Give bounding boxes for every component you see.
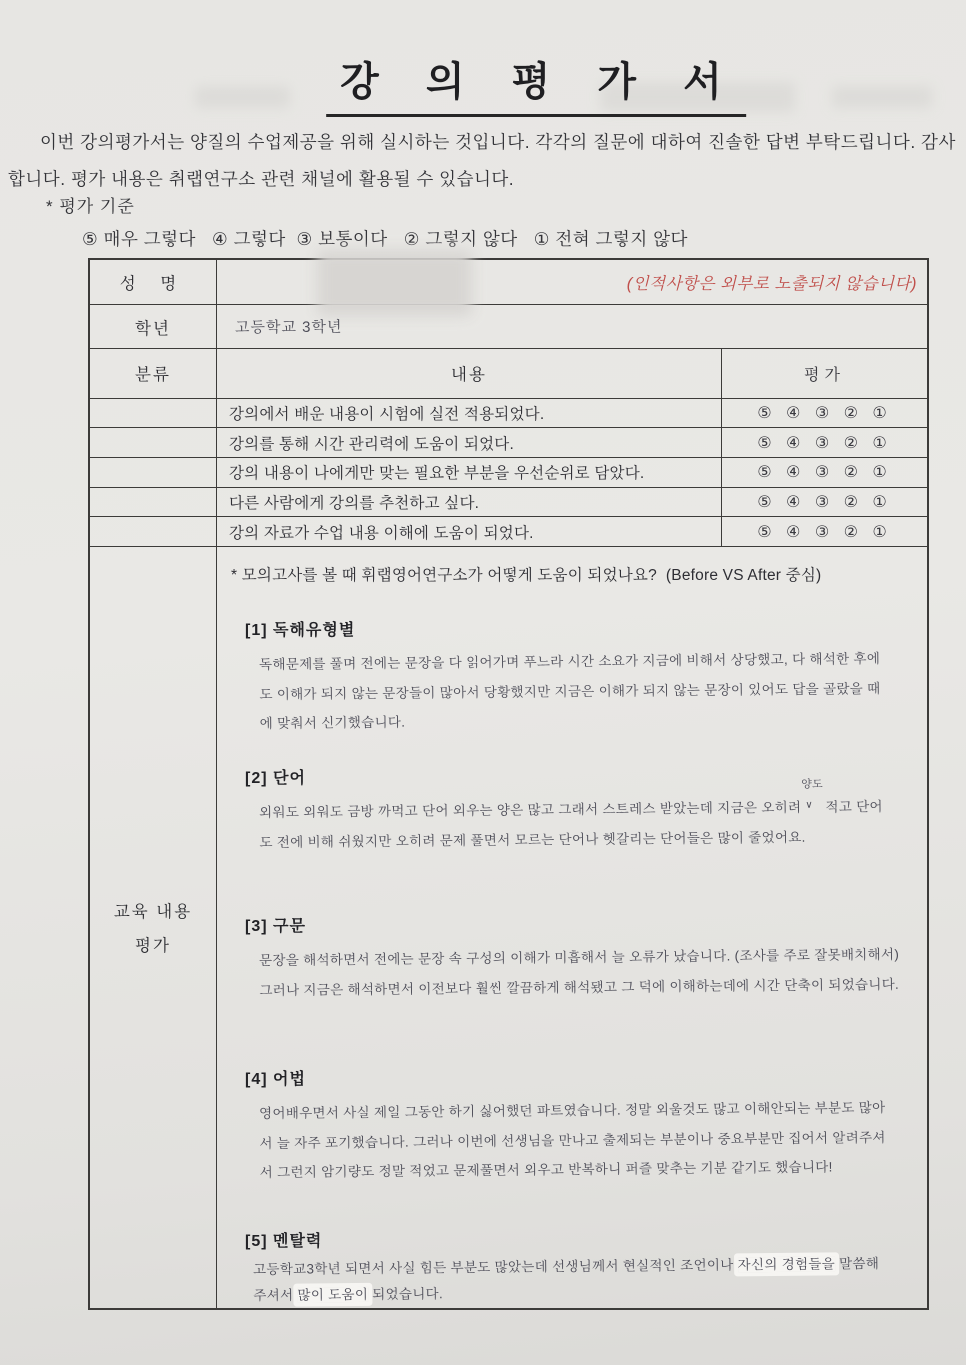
- privacy-note: (인적사항은 외부로 노출되지 않습니다): [626, 274, 917, 293]
- column-header-category: 분류: [90, 349, 217, 398]
- handwritten-answer-2: [259, 778, 894, 857]
- answer-2-text: 적고 단어도 전에 비해 쉬웠지만 오히려 문제 풀면서 모르는 단어나 헷갈리는 단어들은 많이 줄었어요.: [259, 798, 883, 850]
- criteria-label: * 평가 기준: [46, 197, 135, 216]
- answer-heading-2: [2] 단어: [245, 769, 306, 787]
- rating-scale-legend: ⑤ 매우 그렇다 ④ 그렇다 ③ 보통이다 ② 그렇지 않다 ① 전혀 그렇지 않다: [82, 229, 688, 249]
- answer-heading-3: [3] 구문: [245, 918, 306, 936]
- category-spacer-cell: [90, 458, 217, 487]
- section-label-cell: [90, 547, 217, 1308]
- handwritten-answer-4: 영어배우면서 사실 제일 그동안 하기 싫어했던 파트였습니다. 정말 외울것도 많고 이해안되는 부분도 많아서 늘 자주 포기했습니다. 그러나 이번에 선생님을 만나고 출제되는 부분이나 중요부분만 집어서 알려주셔서 그런지 암기량도 정말 적었고 문제풀면서 외우고 반복하니 퍼즐 맞추는 기분 같기도 했습니다!: [259, 1099, 886, 1180]
- grade-label: 학년: [90, 305, 217, 348]
- scan-artifact: [832, 86, 932, 108]
- answer-5-text: 되었습니다.: [368, 1285, 444, 1302]
- statement-text: 강의 자료가 수업 내용 이해에 도움이 되었다.: [229, 524, 534, 542]
- education-content-section: [90, 546, 927, 1308]
- grade-value-cell: [217, 305, 927, 348]
- grade-value-handwritten: 고등학교 3학년: [234, 318, 343, 337]
- answers-cell: [217, 547, 927, 1308]
- category-spacer-cell: [90, 517, 217, 546]
- table-header-row: [90, 348, 927, 398]
- section-label-line2: 평가: [135, 937, 171, 956]
- statement-text: 강의를 통해 시간 관리력에 도움이 되었다.: [229, 435, 514, 453]
- evaluation-table: [88, 258, 929, 1310]
- evaluation-row: [90, 427, 927, 457]
- answer-2-text: 외워도 외워도 금방 까먹고 단어 외우는 양은 많고 그래서 스트레스 받았는데 지금은 오히려: [259, 799, 806, 820]
- handwritten-answer-5: [253, 1251, 888, 1308]
- evaluation-row: [90, 516, 927, 546]
- evaluation-row: [90, 487, 927, 517]
- rating-scale: ⑤ ④ ③ ② ①: [721, 488, 927, 517]
- evaluation-row: [90, 457, 927, 487]
- category-spacer-cell: [90, 488, 217, 517]
- statement-text: 강의 내용이 나에게만 맞는 필요한 부분을 우선순위로 담았다.: [229, 465, 645, 483]
- name-label: 성 명: [90, 260, 217, 304]
- section-label-line1: 교육 내용: [113, 903, 193, 922]
- rating-scale: ⑤ ④ ③ ② ①: [721, 458, 927, 487]
- answer-heading-1: [1] 독해유형별: [245, 621, 356, 639]
- correction-tape-highlight: 많이 도움이: [297, 1286, 369, 1302]
- page-title: 강 의 평 가 서: [326, 50, 746, 117]
- handwritten-answer-3: 문장을 해석하면서 전에는 문장 속 구성의 이해가 미흡해서 늘 오류가 났습니다. (조사를 주로 잘못배치해서) 그러나 지금은 해석하면서 이전보다 훨씬 깔끔하게 해석됐고 그 덕에 이해하는데에 시간 단축이 되었습니다.: [259, 947, 900, 998]
- intro-paragraph: 이번 강의평가서는 양질의 수업제공을 위해 실시하는 것입니다. 각각의 질문에 대하여 진솔한 답변 부탁드립니다. 감사합니다. 평가 내용은 취랩연구소 관련 채널에 활용될 수 있습니다.: [8, 132, 956, 190]
- grade-row: [90, 304, 927, 348]
- rating-scale: ⑤ ④ ③ ② ①: [721, 517, 927, 546]
- rating-scale: ⑤ ④ ③ ② ①: [721, 399, 927, 428]
- column-header-rating: 평가: [721, 349, 927, 398]
- answer-5-text: 말씀해주셔서: [253, 1255, 880, 1303]
- category-spacer-cell: [90, 428, 217, 457]
- insertion-caret: [801, 778, 824, 812]
- statement-text: 강의에서 배운 내용이 시험에 실전 적용되었다.: [229, 406, 545, 423]
- correction-tape-highlight: 자신의 경험들을: [737, 1256, 836, 1273]
- answer-5-text: 고등학교3학년 되면서 사실 힘든 부분도 많았는데 선생님께서 현실적인 조언이나: [253, 1257, 738, 1277]
- open-question: * 모의고사를 볼 때 휘랩영어연구소가 어떻게 도움이 되었나요? (Before VS After 중심): [231, 566, 822, 584]
- statement-text: 다른 사람에게 강의를 추천하고 싶다.: [229, 494, 480, 512]
- rating-scale: ⑤ ④ ③ ② ①: [721, 428, 927, 457]
- column-header-content: 내용: [451, 366, 487, 385]
- name-row: [90, 260, 927, 304]
- evaluation-row: [90, 398, 927, 428]
- handwritten-answer-1: 독해문제를 풀며 전에는 문장을 다 읽어가며 푸느라 시간 소요가 지금에 비해서 상당했고, 다 해석한 후에도 이해가 되지 않는 문장들이 많아서 당황했지만 지금은 이해가 되지 않는 문장이 있어도 답을 골랐을 때에 맞춰서 신기했습니다.: [259, 650, 881, 732]
- answer-heading-5: [5] 멘탈력: [245, 1232, 323, 1250]
- category-spacer-cell: [90, 399, 217, 428]
- answer-heading-4: [4] 어법: [245, 1070, 306, 1088]
- scan-artifact: [195, 86, 290, 108]
- inserted-word: 양도: [801, 778, 824, 791]
- name-value-cell: [217, 260, 927, 304]
